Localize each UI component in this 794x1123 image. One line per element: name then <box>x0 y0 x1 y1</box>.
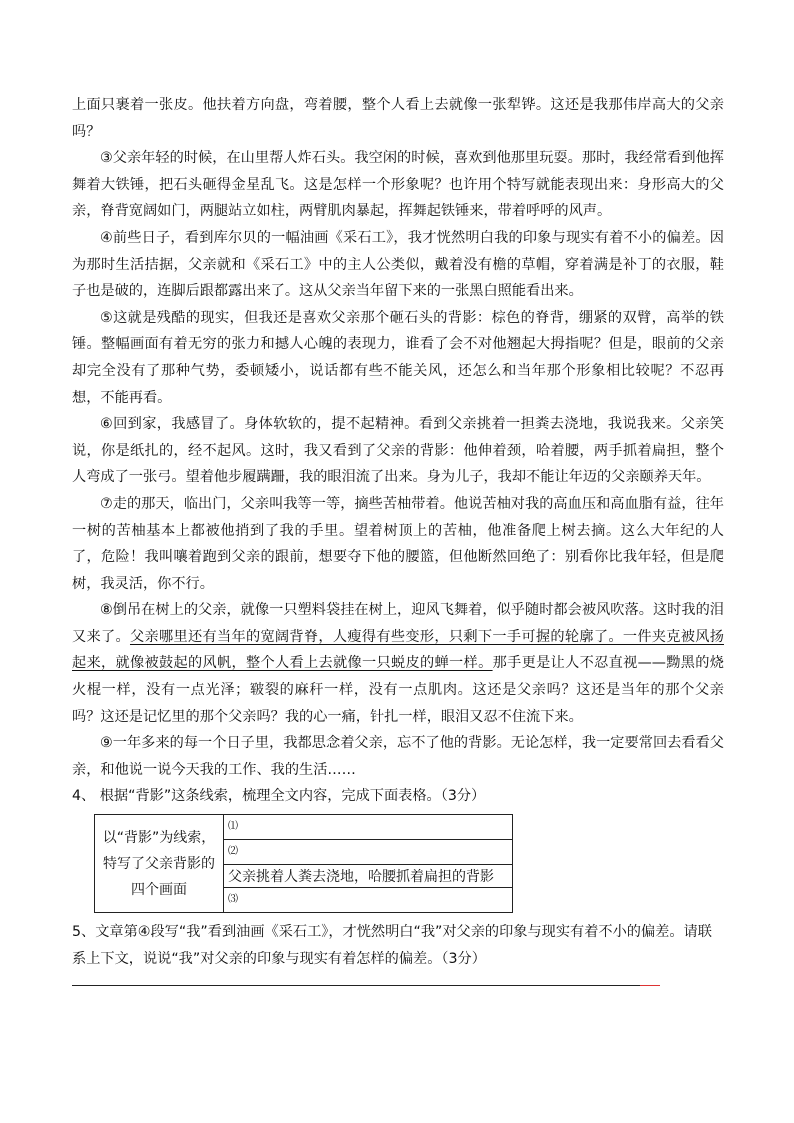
answer-line[interactable] <box>72 985 660 986</box>
question-5: 5、文章第④段写“我”看到油画《采石工》，才恍然明白“我”对父亲的印象与现实有着不小的偏差。请联系上下文，说说“我”对父亲的印象与现实有着怎样的偏差。（3分） <box>72 924 712 967</box>
table-row-4[interactable]: ⑶ <box>224 888 513 913</box>
document-body <box>72 92 724 972</box>
paragraph-8-end: 那手更是让人不忍直视——黝黑的烧火棍一样，没有一点光泽；皲裂的麻秆一样，没有一点肌肉。这还是父亲吗？这还是当年的那个父亲吗？这还是记忆里的那个父亲吗？我的心一痛，针扎一样，眼泪又忍不住流下来。 <box>72 655 724 725</box>
paragraph-5: ⑤这就是残酷的现实，但我还是喜欢父亲那个砸石头的背影：棕色的脊背，绷紧的双臂，高举的铁锤。整幅画面有着无穷的张力和撼人心魄的表现力，谁看了会不对他翘起大拇指呢？但是，眼前的父亲却完全没有了那种气势，委顿矮小，说话都有些不能关风，还怎么和当年那个形象相比较呢？不忍再想，不能再看。 <box>72 309 724 406</box>
paragraph-p0: 上面只裹着一张皮。他扶着方向盘，弯着腰，整个人看上去就像一张犁铧。这还是我那伟岸高大的父亲吗？ <box>72 97 724 140</box>
answer-table <box>94 814 513 913</box>
paragraph-7: ⑦走的那天，临出门，父亲叫我等一等，摘些苦柚带着。他说苦柚对我的高血压和高血脂有益，往年一树的苦柚基本上都被他捎到了我的手里。望着树顶上的苦柚，他准备爬上树去摘。这么大年纪的人了，危险！我叫嚷着跑到父亲的跟前，想要夺下他的腰篮，但他断然回绝了：别看你比我年轻，但是爬树，我灵活，你不行。 <box>72 495 724 592</box>
table-row-1[interactable]: ⑴ <box>224 815 513 840</box>
underlined-sentence: 父亲哪里还有当年的宽阔背脊，人瘦得有些变形，只剩下一手可握的轮廓了。一件夹克被风扬起来，就像被鼓起的风帆，整个人看上去就像一只蜕皮的蝉一样。 <box>72 628 724 672</box>
paragraph-3: ③父亲年轻的时候，在山里帮人炸石头。我空闲的时候，喜欢到他那里玩耍。那时，我经常看到他挥舞着大铁锤，把石头砸得金星乱飞。这是怎样一个形象呢？也许用个特写就能表现出来：身形高大的父亲，脊背宽阔如门，两腿站立如柱，两臂肌肉暴起，挥舞起铁锤来，带着呼呼的风声。 <box>72 150 724 220</box>
paragraph-8-start: ⑧倒吊在树上的父亲，就像一只塑料袋挂在树上，迎风飞舞着，似乎随时都会被风吹落。这时我的泪又来了。 <box>72 602 724 645</box>
table-left-label: 以“背影”为线索，特写了父亲背影的四个画面 <box>95 815 224 913</box>
paragraph-4: ④前些日子，看到库尔贝的一幅油画《采石工》，我才恍然明白我的印象与现实有着不小的偏差。因为那时生活拮据，父亲就和《采石工》中的主人公类似，戴着没有檐的草帽，穿着满是补丁的衣服，鞋子也是破的，连脚后跟都露出来了。这从父亲当年留下来的一张黑白照能看出来。 <box>72 229 724 300</box>
answer-line-tip <box>640 985 660 986</box>
paragraph-8 <box>72 597 724 730</box>
paragraph-6: ⑥回到家，我感冒了。身体软软的，提不起精神。看到父亲挑着一担粪去浇地，我说我来。父亲笑说，你是纸扎的，经不起风。这时，我又看到了父亲的背影：他伸着颈，哈着腰，两手抓着扁担，整个人弯成了一张弓。望着他步履蹒跚，我的眼泪流了出来。身为儿子，我却不能让年迈的父亲颐养天年。 <box>72 416 724 486</box>
question-4: 4、 根据“背影”这条线索，梳理全文内容，完成下面表格。（3分） <box>72 788 486 805</box>
paragraph-9: ⑨一年多来的每一个日子里，我都思念着父亲，忘不了他的背影。无论怎样，我一定要常回去看看父亲，和他说一说今天我的工作、我的生活…… <box>72 735 724 778</box>
table-row-2[interactable]: ⑵ <box>224 840 513 865</box>
table-row-3: 父亲挑着人粪去浇地，哈腰抓着扁担的背影 <box>224 865 513 888</box>
